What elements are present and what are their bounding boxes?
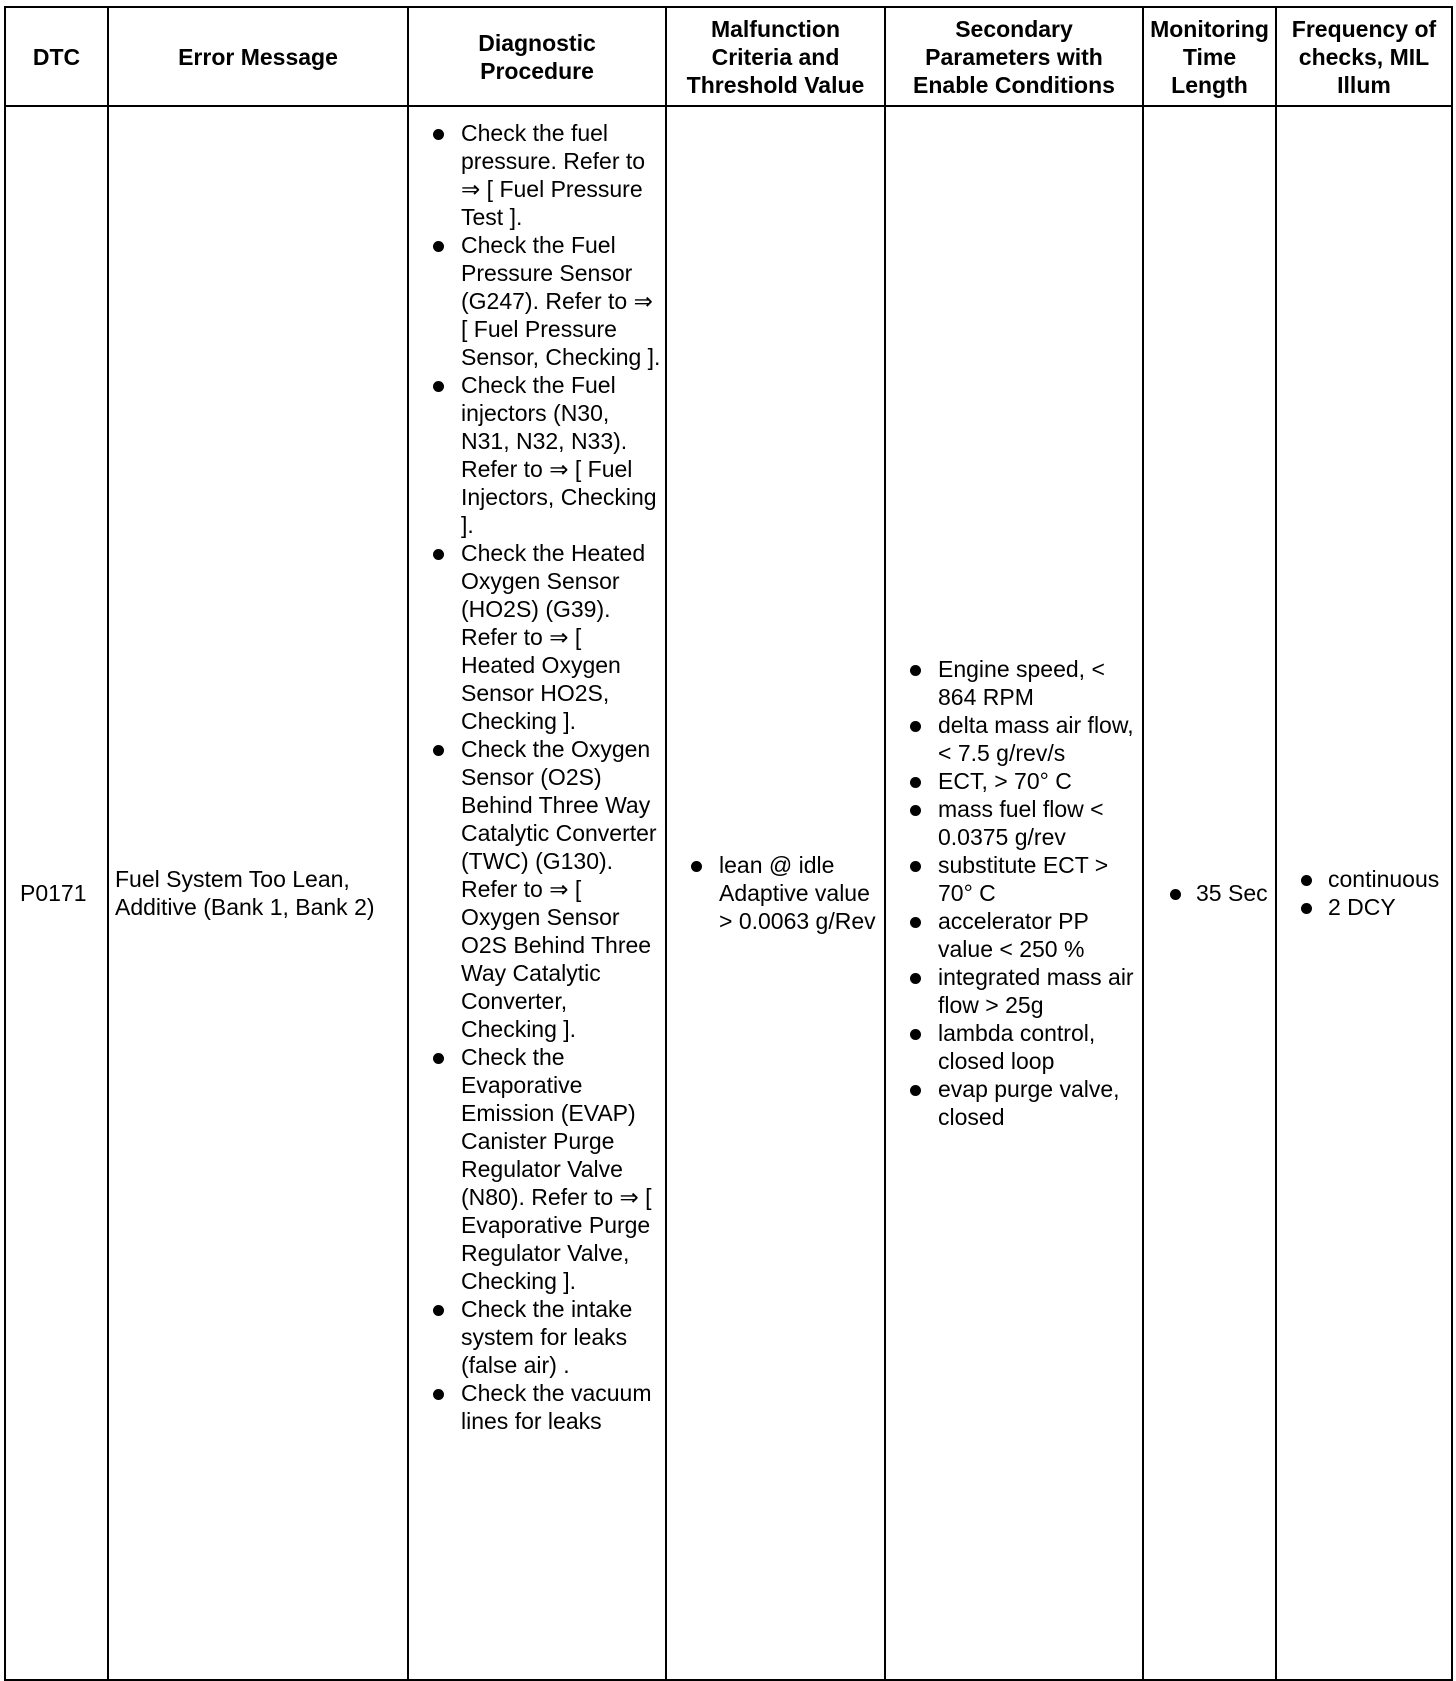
diagnostic-procedure-cell [408,106,666,1680]
frequency-item: 2 DCY [1277,893,1451,921]
header-dtc: DTC [5,7,108,106]
header-row [5,7,1452,106]
secondary-parameter: integrated mass air flow > 25g [886,963,1138,1019]
dtc-code: P0171 [5,106,108,1680]
monitoring-list [1144,879,1275,907]
header-monitoring-time [1143,7,1276,106]
diagnostic-step: Check the vacuum lines for leaks [409,1379,661,1435]
secondary-parameter: delta mass air flow, < 7.5 g/rev/s [886,711,1138,767]
monitoring-time-cell [1143,106,1276,1680]
secondary-parameter: accelerator PP value < 250 % [886,907,1138,963]
table-row [5,106,1452,1680]
frequency-list [1277,865,1451,921]
error-message: Fuel System Too Lean, Additive (Bank 1, Bank 2) [108,106,408,1680]
header-diagnostic-procedure-label: Diagnostic Procedure [478,29,596,84]
secondary-parameters-cell [885,106,1143,1680]
secondary-parameter: substitute ECT > 70° C [886,851,1138,907]
secondary-parameters-list [886,655,1138,1131]
header-monitoring-label: Monitoring Time Length [1150,15,1269,98]
frequency-item: continuous [1277,865,1451,893]
secondary-parameter: Engine speed, < 864 RPM [886,655,1138,711]
diagnostic-step: Check the fuel pressure. Refer to ⇒ [ Fuel Pressure Test ]. [409,119,661,231]
header-secondary-parameters [885,7,1143,106]
diagnostic-step: Check the Evaporative Emission (EVAP) Canister Purge Regulator Valve (N80). Refer to ⇒ [ Evaporative Purge Regulator Valve, Checking ]. [409,1043,661,1295]
header-malfunction-criteria [666,7,885,106]
dtc-table [4,6,1453,1681]
header-diagnostic-procedure [408,7,666,106]
monitoring-item: 35 Sec [1144,879,1275,907]
frequency-cell [1276,106,1452,1680]
diagnostic-procedure-list [409,119,661,1435]
secondary-parameter: evap purge valve, closed [886,1075,1138,1131]
secondary-parameter: mass fuel flow < 0.0375 g/rev [886,795,1138,851]
diagnostic-step: Check the Heated Oxygen Sensor (HO2S) (G39). Refer to ⇒ [ Heated Oxygen Sensor HO2S, Checking ]. [409,539,661,735]
diagnostic-step: Check the Fuel injectors (N30, N31, N32, N33). Refer to ⇒ [ Fuel Injectors, Checking ]. [409,371,661,539]
malfunction-item: lean @ idle Adaptive value > 0.0063 g/Rev [667,851,884,935]
malfunction-criteria-cell [666,106,885,1680]
malfunction-list [667,851,884,935]
header-frequency-label: Frequency of checks, MIL Illum [1291,15,1437,98]
header-malfunction-label: Malfunction Criteria and Threshold Value [686,15,865,98]
diagnostic-step: Check the Fuel Pressure Sensor (G247). Refer to ⇒ [ Fuel Pressure Sensor, Checking ]. [409,231,661,371]
header-frequency [1276,7,1452,106]
secondary-parameter: ECT, > 70° C [886,767,1138,795]
diagnostic-step: Check the Oxygen Sensor (O2S) Behind Three Way Catalytic Converter (TWC) (G130). Refer to ⇒ [ Oxygen Sensor O2S Behind Three Way Catalytic Converter, Checking ]. [409,735,661,1043]
diagnostic-step: Check the intake system for leaks (false air) . [409,1295,661,1379]
secondary-parameter: lambda control, closed loop [886,1019,1138,1075]
header-secondary-label: Secondary Parameters with Enable Conditions [913,15,1115,98]
header-error-message: Error Message [108,7,408,106]
